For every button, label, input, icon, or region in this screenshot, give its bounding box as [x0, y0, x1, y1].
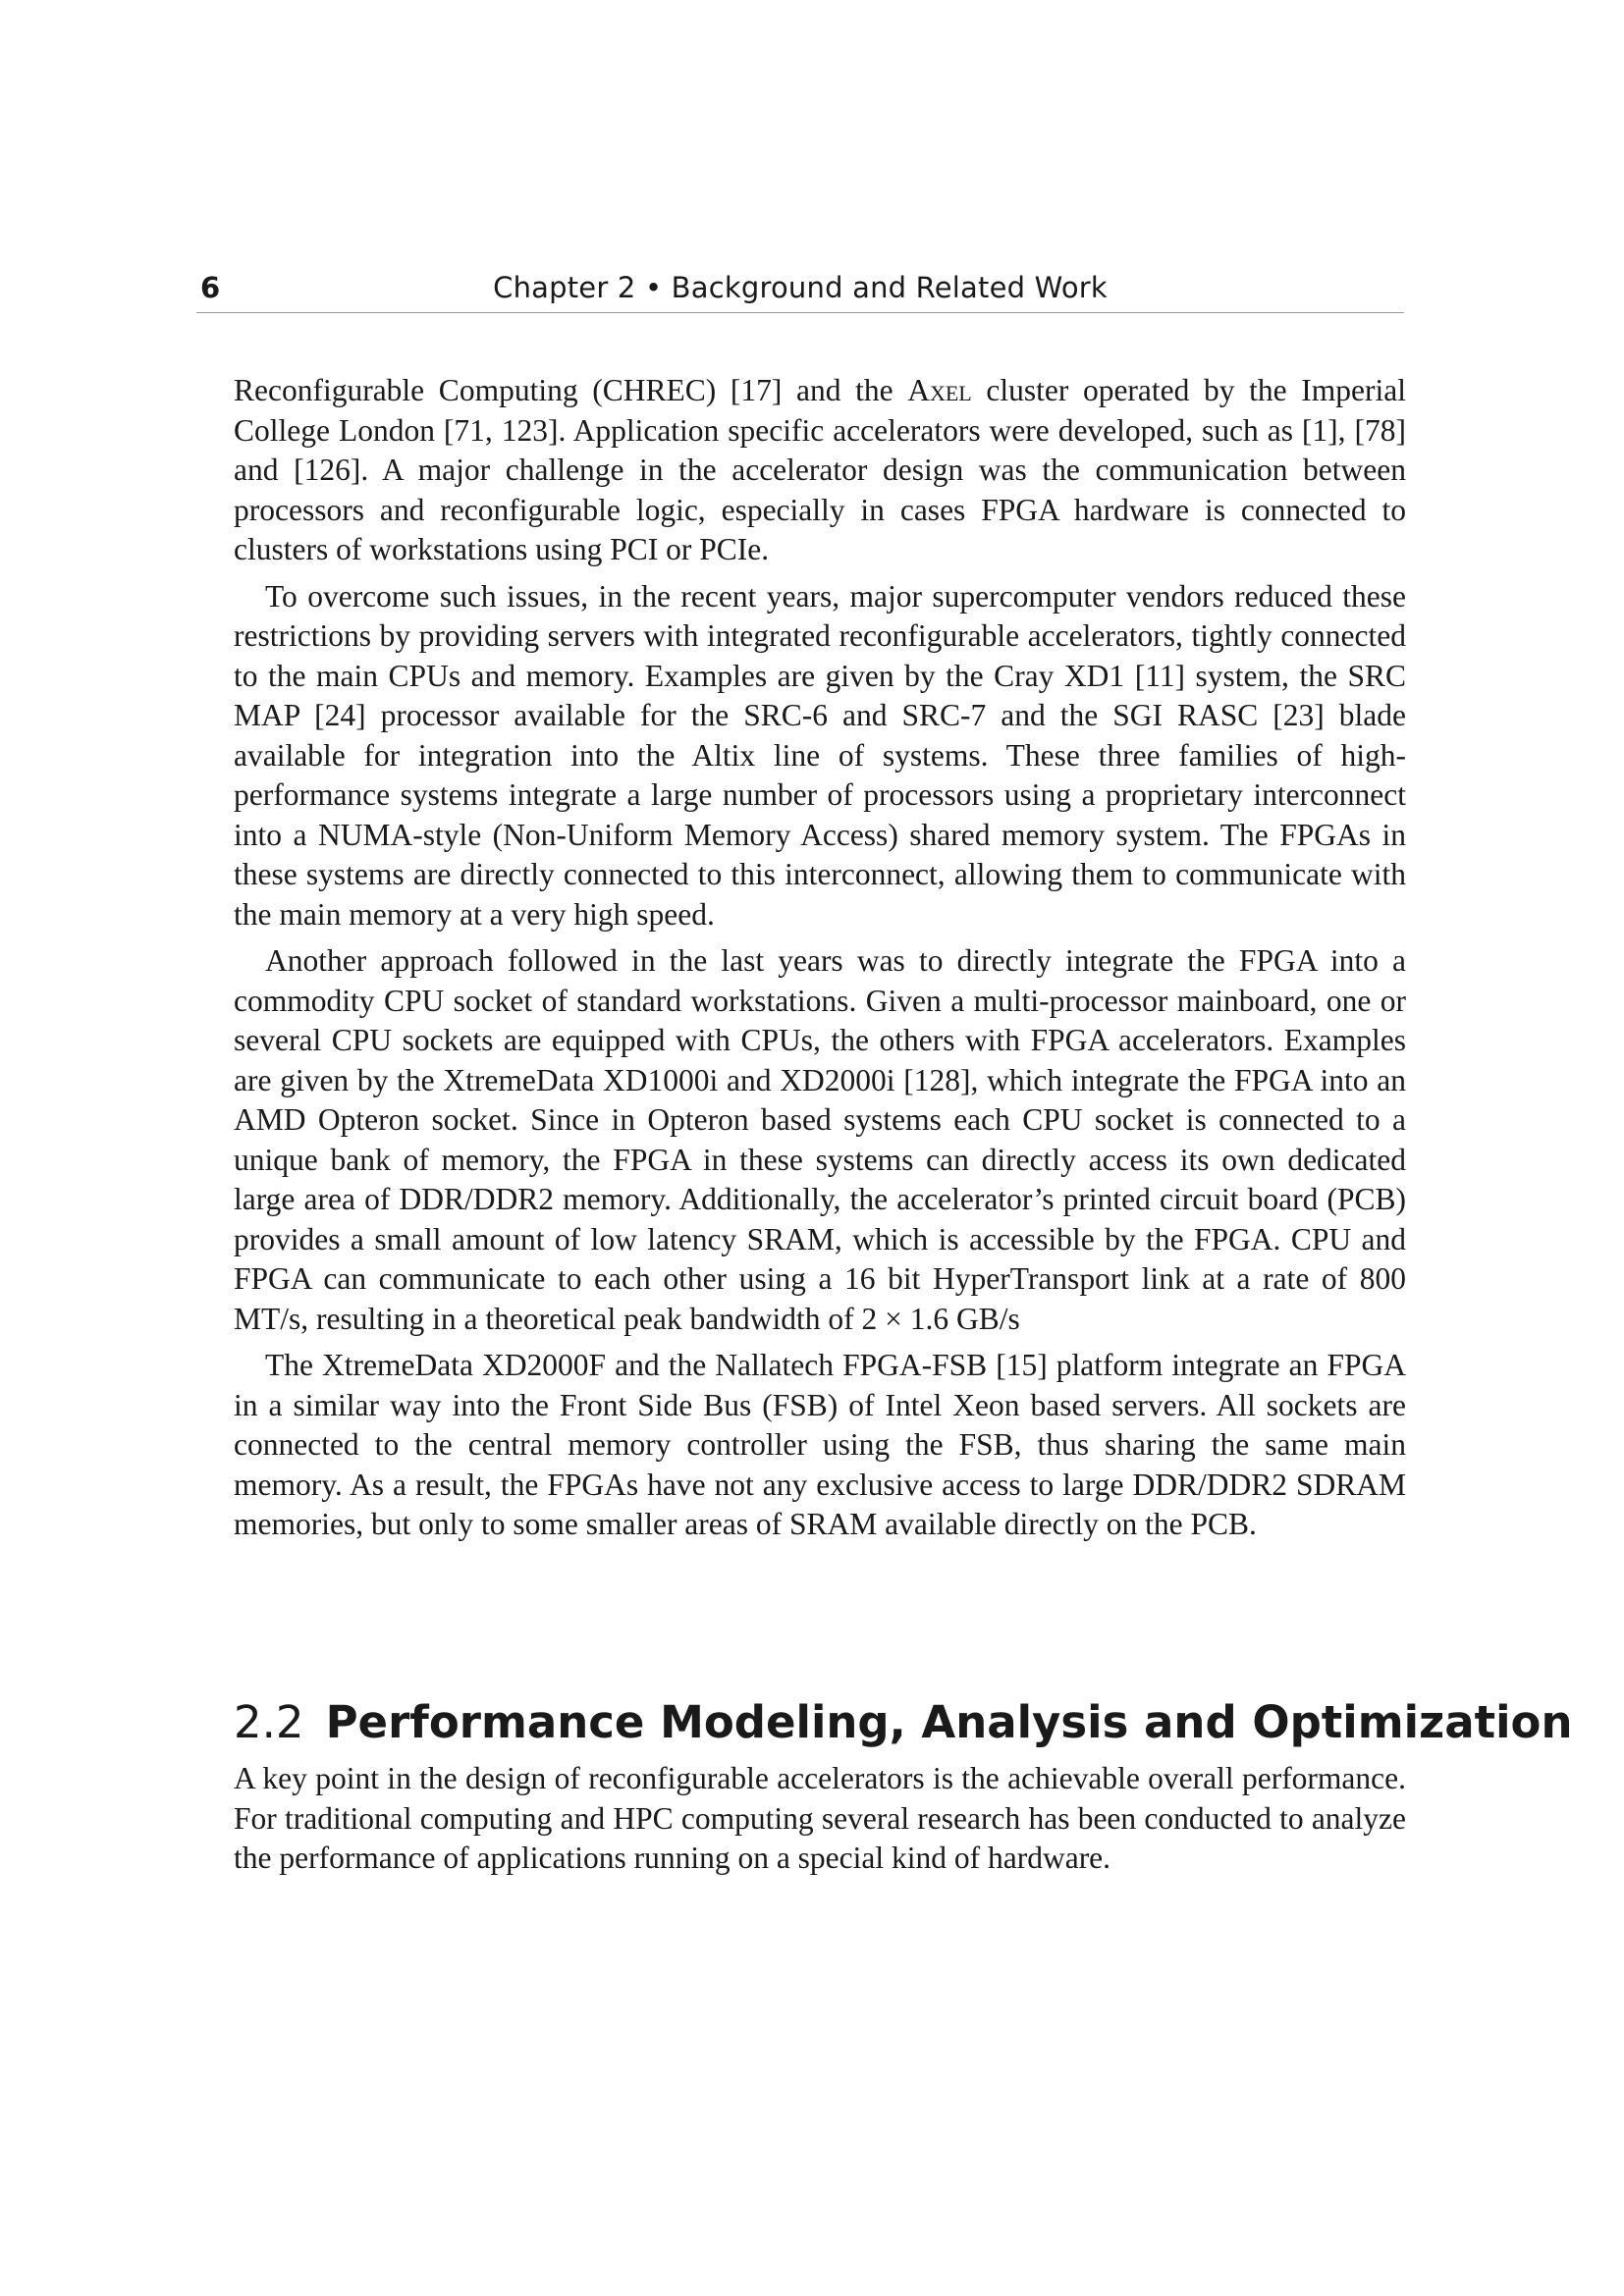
section-text: [234, 1759, 1406, 1879]
body-text: [234, 371, 1406, 1552]
section-heading: [234, 1695, 1573, 1750]
running-title: Chapter 2 • Background and Related Work: [493, 271, 1108, 304]
running-header: [196, 265, 1404, 313]
paragraph-3: Another approach followed in the last years was to directly integrate the FPGA into a commodity CPU socket of standard workstations. Given a multi-processor mainboard, one or several CPU sockets are equipped with CPUs, the others with FPGA accelerators. Examples are given by the XtremeData XD1000i and XD2000i [128], which integrate the FPGA into an AMD Opteron socket. Since in Opteron based systems each CPU socket is connected to a unique bank of memory, the FPGA in these systems can directly access its own dedicated large area of DDR/DDR2 memory. Additionally, the accelerator’s printed circuit board (PCB) provides a small amount of low latency SRAM, which is accessible by the FPGA. CPU and FPGA can communicate to each other using a 16 bit HyperTransport link at a rate of 800 MT/s, resulting in a theoretical peak bandwidth of 2 × 1.6 GB/s: [234, 943, 1406, 1336]
paragraph-2: To overcome such issues, in the recent years, major supercomputer vendors reduced these restrictions by providing servers with integrated reconfigurable accelerators, tightly connected to the main CPUs and memory. Examples are given by the Cray XD1 [11] system, the SRC MAP [24] processor available for the SRC-6 and SRC-7 and the SGI RASC [23] blade available for integration into the Altix line of systems. These three families of high-performance systems integrate a large number of processors using a proprietary interconnect into a NUMA-style (Non-Uniform Memory Access) shared memory system. The FPGAs in these systems are directly connected to this interconnect, allowing them to communicate with the main memory at a very high speed.: [234, 578, 1406, 932]
paragraph-1-part-1: Reconfigurable Computing (CHREC) [17] and the: [234, 373, 908, 407]
paragraph-1: [234, 371, 1406, 570]
axel-small-caps: Axel: [907, 373, 972, 407]
page-number: 6: [200, 271, 221, 304]
paragraph-1-part-2: cluster operated by the Imperial College London [71, 123]. Application specific accelerators were developed, such as [1], [78] and [126]. A major challenge in the accelerator design was the communication between processors and reconfigurable logic, especially in cases FPGA hardware is connected to clusters of workstations using PCI or PCIe.: [234, 373, 1406, 566]
paragraph-4: The XtremeData XD2000F and the Nallatech FPGA-FSB [15] platform integrate an FPGA in a similar way into the Front Side Bus (FSB) of Intel Xeon based servers. All sockets are connected to the central memory controller using the FSB, thus sharing the same main memory. As a result, the FPGAs have not any exclusive access to large DDR/DDR2 SDRAM memories, but only to some smaller areas of SRAM available directly on the PCB.: [234, 1348, 1406, 1541]
section-paragraph-1: A key point in the design of reconfigurable accelerators is the achievable overall performance. For traditional computing and HPC computing several research has been conducted to analyze the performance of applications running on a special kind of hardware.: [234, 1761, 1406, 1875]
section-title: Performance Modeling, Analysis and Optimization: [325, 1696, 1573, 1749]
section-number: 2.2: [234, 1696, 304, 1749]
